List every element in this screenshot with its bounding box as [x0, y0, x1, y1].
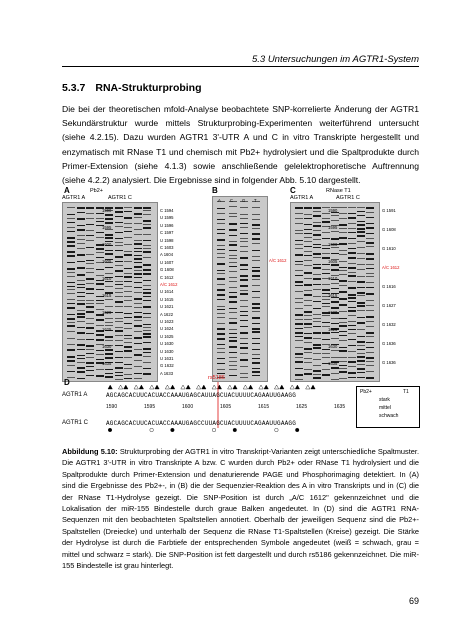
size-marker: 1635	[328, 361, 338, 366]
pb-cleavage-triangle	[290, 385, 294, 389]
legend-middle: mittel	[379, 405, 391, 411]
panel-a-reagent: Pb2+	[90, 188, 103, 194]
cleavage-label: U 1624	[160, 326, 174, 332]
sequencing-lane-label: T	[254, 198, 257, 203]
panel-a-lane1: AGTR1 A	[62, 195, 86, 201]
seq-c-label: AGTR1 C	[62, 420, 89, 426]
size-marker: 1610	[102, 276, 112, 281]
seq-c: AGCAGCACUUCACUACCAAAUGAGCCUUAGCUACUUUUCAGAAUUGAAGG	[106, 420, 297, 427]
pb-cleavage-triangle	[228, 385, 232, 389]
pb-cleavage-triangle	[280, 385, 284, 389]
position-number: 1600	[182, 404, 194, 410]
cleavage-label: C 1603	[160, 245, 174, 250]
cleavage-label: U 1595	[160, 215, 174, 221]
legend-strong: stark	[379, 397, 390, 403]
position-number: 1625	[296, 404, 308, 410]
size-marker: 1615	[328, 293, 338, 298]
seq-a-label: AGTR1 A	[62, 392, 88, 398]
size-marker: 1620	[102, 310, 112, 315]
size-marker: 1610	[328, 276, 338, 281]
cleavage-label: U 1607	[160, 259, 174, 265]
pb-cleavage-triangle	[118, 385, 122, 389]
size-marker: 1625	[328, 327, 338, 332]
cleavage-label: U 1625	[160, 333, 174, 339]
cleavage-label: A 1622	[160, 311, 174, 317]
pb-cleavage-triangle	[259, 385, 263, 389]
cleavage-label: U 1631	[160, 356, 174, 361]
pb-cleavage-triangle	[311, 385, 315, 389]
t1-cleavage-circle	[108, 428, 112, 432]
cleavage-label: C 1594	[160, 208, 174, 213]
size-marker: 1595	[102, 225, 112, 230]
pb-cleavage-triangle	[181, 385, 185, 389]
pb-cleavage-triangle	[295, 385, 299, 389]
body-paragraph: Die bei der theoretischen mfold-Analyse beobachtete SNP-korrelierte Änderung der AGTR1 Sekundärstruktur wurde mittels Strukturprobing-Experimenten weiterführend untersucht (siehe 4.2.15). Dazu wurden AGTR1 3'-UTR A und C in vitro Transkripte hergestellt und enzymatisch mit RNase T1 und chemisch mit Pb2+ hydrolysiert und die Spaltprodukte durch Primer-Extension (siehe 4.1.3) sowie anschließende gelelektrophoretische Auftrennung (siehe 4.2.2) analysiert. Die Ergebnisse sind in folgender Abb. 5.10 dargestellt.	[62, 104, 419, 186]
page-number: 69	[408, 596, 419, 606]
t1-cleavage-circle	[150, 428, 154, 432]
cleavage-label: A 1604	[160, 252, 174, 258]
position-number: 1605	[220, 404, 232, 410]
pb-cleavage-triangle	[108, 385, 112, 389]
figure	[62, 186, 419, 434]
pb-cleavage-triangle	[170, 385, 174, 389]
size-marker: 1605	[102, 259, 112, 264]
position-number: 1635	[334, 404, 346, 410]
size-marker: 1635	[102, 361, 112, 366]
size-marker: 1595	[328, 225, 338, 230]
pb-cleavage-triangle	[155, 385, 159, 389]
size-marker: 1590	[328, 208, 338, 213]
size-marker: 1600	[102, 242, 112, 247]
cleavage-label: C 1597	[160, 230, 174, 236]
cleavage-label: A/C 1612	[382, 265, 400, 270]
panel-c-lane2: AGTR1 C	[336, 195, 360, 201]
cleavage-label: U 1630	[160, 348, 174, 354]
panel-c-lane1: AGTR1 A	[290, 195, 314, 201]
running-head: 5.3 Untersuchungen im AGTR1-System	[251, 54, 419, 65]
legend-pb: Pb2+	[360, 389, 372, 395]
seq-a: AGCAGCACUUCACUACCAAAUGAGCAUUAGCUACUUUUCAGAAUUGAAGG	[106, 392, 297, 399]
cleavage-label: C 1612	[160, 274, 174, 280]
pb-cleavage-triangle	[306, 385, 310, 389]
header-rule	[62, 66, 419, 67]
cleavage-label: G 1608	[160, 267, 174, 273]
sequencing-lane-label: G	[242, 198, 246, 203]
caption-text: Strukturprobing der AGTR1 in vitro Transkript-Varianten zeigt unterschiedliche Spaltmuster. Die AGTR1 3'-UTR in vitro Transkripte A bzw. C wurden durch Pb2+ oder RNase T1 hydrolysiert und die Spaltprodukte durch Primer-Extension und denaturierende PAGE und Phosphorimaging detektiert. In (A) sind die Ergebnisse des Pb2+-, in (B) die der Sequenzier-Reaktion des A in vitro Transkripts und in (C) die der RNase T1-Hydrolyse gezeigt. Die SNP-Position ist durch „A/C 1612" gekennzeichnet und die Lokalisation der miR-155 Bindestelle durch graue Balken angedeutet. In (D) sind die AGTR1 RNA-Sequenzen mit den beobachteten Spaltstellen annotiert. Oberhalb der jeweiligen Sequenz sind die Pb2+-Spaltstellen (Dreiecke) und unterhalb der Sequenz die RNase T1-Spaltstellen (Kreise) gezeigt. Die Stärke der Hydrolyse ist durch die Farbtiefe der entsprechenden Symbole angedeutet (weiß = schwach, grau = mittel und schwarz = stark). Die SNP-Position ist fett dargestellt und durch rs5186 gekennzeichnet. Die miR-155 Bindestelle ist grau hinterlegt.	[62, 447, 420, 571]
section-title-text: RNA-Strukturprobing	[95, 82, 202, 94]
figure-caption	[62, 446, 419, 571]
pb-cleavage-triangle	[264, 385, 268, 389]
cleavage-label: U 1615	[160, 296, 174, 302]
pb-cleavage-triangle	[134, 385, 138, 389]
cleavage-label: A 1633	[160, 370, 174, 376]
cleavage-label: U 1630	[160, 341, 174, 347]
cleavage-label: U 1614	[160, 289, 174, 295]
cleavage-label: G 1608	[382, 227, 396, 232]
size-marker: 1630	[102, 344, 112, 349]
cleavage-label: G 1632	[160, 363, 174, 369]
cleavage-label: U 1596	[160, 222, 174, 228]
panel-b-letter: B	[212, 186, 218, 195]
pb-cleavage-triangle	[248, 385, 252, 389]
cleavage-label: A/C 1612	[160, 282, 178, 287]
sequencing-lane-label: A	[218, 198, 221, 203]
pb-cleavage-triangle	[139, 385, 143, 389]
cleavage-label: G 1636	[382, 360, 396, 365]
t1-cleavage-circle	[295, 428, 299, 432]
cleavage-label: G 1627	[382, 303, 396, 308]
legend-weak: schwach	[379, 413, 399, 419]
size-marker: 1630	[328, 344, 338, 349]
cleavage-label: G 1591	[382, 208, 396, 213]
strength-legend	[356, 386, 420, 428]
size-marker: 1615	[102, 293, 112, 298]
cleavage-label: G 1610	[382, 246, 396, 251]
cleavage-label: G 1632	[382, 322, 396, 327]
t1-cleavage-circle	[171, 428, 175, 432]
panel-b-snp-marker: A/C 1612	[269, 258, 287, 263]
pb-cleavage-triangle	[186, 385, 190, 389]
position-number: 1595	[144, 404, 156, 410]
size-marker: 1620	[328, 310, 338, 315]
pb-cleavage-triangle	[233, 385, 237, 389]
cleavage-label: U 1598	[160, 237, 174, 243]
caption-label: Abbildung 5.10:	[62, 447, 118, 456]
legend-t1: T1	[403, 389, 409, 395]
pb-cleavage-triangle	[165, 385, 169, 389]
cleavage-label: U 1621	[160, 304, 174, 310]
rs-label: rs5186	[208, 375, 225, 381]
cleavage-label: G 1616	[382, 284, 396, 289]
panel-d-letter: D	[64, 378, 70, 387]
sequencing-lane-label: C	[230, 198, 234, 203]
size-marker: 1605	[328, 259, 338, 264]
t1-cleavage-circle	[212, 428, 216, 432]
pb-cleavage-triangle	[243, 385, 247, 389]
section-title	[62, 82, 202, 94]
size-marker: 1625	[102, 327, 112, 332]
position-number: 1615	[258, 404, 270, 410]
cleavage-label: G 1636	[382, 341, 396, 346]
pb-cleavage-triangle	[202, 385, 206, 389]
pb-cleavage-triangle	[196, 385, 200, 389]
panel-c-reagent: RNase T1	[326, 188, 351, 194]
position-number: 1590	[106, 404, 118, 410]
t1-cleavage-circle	[233, 428, 237, 432]
section-number: 5.3.7	[62, 82, 86, 94]
panel-a-letter: A	[64, 186, 70, 195]
t1-cleavage-circle	[275, 428, 279, 432]
pb-cleavage-triangle	[212, 385, 216, 389]
cleavage-label: U 1623	[160, 319, 174, 324]
panel-a-lane2: AGTR1 C	[108, 195, 132, 201]
pb-cleavage-triangle	[150, 385, 154, 389]
pb-cleavage-triangle	[124, 385, 128, 389]
pb-cleavage-triangle	[274, 385, 278, 389]
size-marker: 1600	[328, 242, 338, 247]
panel-c-letter: C	[290, 186, 296, 195]
size-marker: 1590	[102, 208, 112, 213]
